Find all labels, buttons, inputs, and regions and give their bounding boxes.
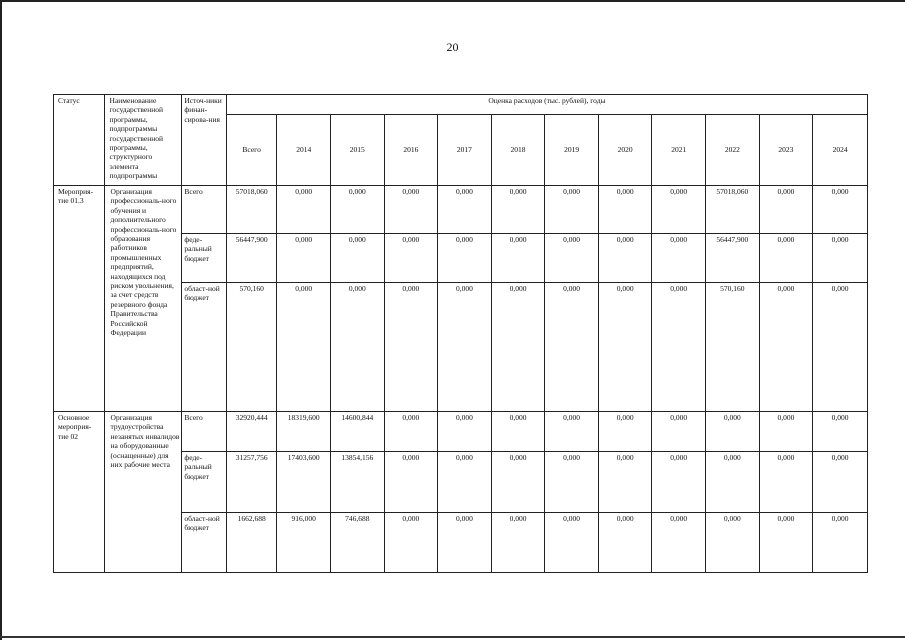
scan-border-left bbox=[0, 0, 2, 640]
cell-year-value: 0,000 bbox=[652, 283, 706, 412]
header-name: Наименование государственной программы, подпрограммы государственной программы, структурного элемента подпрограммы bbox=[104, 95, 182, 186]
header-year: 2018 bbox=[491, 115, 545, 186]
header-year: 2014 bbox=[277, 115, 331, 186]
header-total: Всего bbox=[226, 115, 277, 186]
cell-year-value: 0,000 bbox=[545, 234, 599, 283]
table-row bbox=[54, 412, 868, 452]
header-year: 2021 bbox=[652, 115, 706, 186]
cell-year-value: 0,000 bbox=[491, 234, 545, 283]
cell-total: 31257,756 bbox=[226, 452, 277, 513]
cell-year-value: 0,000 bbox=[813, 234, 868, 283]
header-year: 2020 bbox=[598, 115, 652, 186]
row-source: Всего bbox=[182, 186, 226, 234]
cell-year-value: 0,000 bbox=[652, 452, 706, 513]
row-source: област-ной бюджет bbox=[182, 283, 226, 412]
cell-year-value: 0,000 bbox=[438, 412, 492, 452]
cell-year-value: 0,000 bbox=[545, 283, 599, 412]
cell-year-value: 0,000 bbox=[545, 412, 599, 452]
table-row bbox=[54, 186, 868, 234]
header-year: 2015 bbox=[330, 115, 384, 186]
cell-year-value: 0,000 bbox=[491, 452, 545, 513]
cell-year-value: 18319,600 bbox=[277, 412, 331, 452]
cell-year-value: 0,000 bbox=[598, 234, 652, 283]
cell-year-value: 0,000 bbox=[759, 513, 813, 573]
row-name: Организация профессиональ-ного обучения и дополнительного профессиональ-ного образования работников промышленных предприятий, находящихся под риском увольнения, за счет средств резервного фонда Правительства Российской Федерации bbox=[104, 186, 182, 412]
cell-year-value: 0,000 bbox=[384, 452, 438, 513]
cell-year-value: 0,000 bbox=[813, 412, 868, 452]
cell-year-value: 0,000 bbox=[384, 234, 438, 283]
cell-year-value: 0,000 bbox=[706, 412, 760, 452]
cell-year-value: 0,000 bbox=[384, 513, 438, 573]
cell-year-value: 0,000 bbox=[652, 412, 706, 452]
cell-year-value: 0,000 bbox=[438, 186, 492, 234]
cell-year-value: 56447,900 bbox=[706, 234, 760, 283]
cell-year-value: 0,000 bbox=[598, 452, 652, 513]
cell-year-value: 0,000 bbox=[438, 283, 492, 412]
cell-year-value: 0,000 bbox=[759, 452, 813, 513]
scan-border-bottom bbox=[0, 636, 905, 638]
header-year: 2024 bbox=[813, 115, 868, 186]
cell-year-value: 0,000 bbox=[813, 513, 868, 573]
cell-year-value: 0,000 bbox=[384, 412, 438, 452]
cell-year-value: 0,000 bbox=[598, 186, 652, 234]
row-status: Основное мероприя-тие 02 bbox=[54, 412, 105, 573]
row-source: феде-ральный бюджет bbox=[182, 234, 226, 283]
cell-year-value: 916,000 bbox=[277, 513, 331, 573]
cell-year-value: 0,000 bbox=[384, 283, 438, 412]
cell-year-value: 0,000 bbox=[330, 283, 384, 412]
cell-year-value: 0,000 bbox=[813, 283, 868, 412]
cell-total: 56447,900 bbox=[226, 234, 277, 283]
row-status: Мероприя-тие 01.3 bbox=[54, 186, 105, 412]
header-year: 2017 bbox=[438, 115, 492, 186]
cell-year-value: 0,000 bbox=[652, 186, 706, 234]
cell-year-value: 746,688 bbox=[330, 513, 384, 573]
cell-total: 32920,444 bbox=[226, 412, 277, 452]
cell-year-value: 0,000 bbox=[652, 513, 706, 573]
expenses-table bbox=[53, 94, 868, 573]
cell-year-value: 57018,060 bbox=[706, 186, 760, 234]
cell-year-value: 0,000 bbox=[706, 452, 760, 513]
cell-year-value: 0,000 bbox=[330, 234, 384, 283]
cell-year-value: 0,000 bbox=[491, 412, 545, 452]
page-number: 20 bbox=[446, 40, 459, 54]
header-year: 2016 bbox=[384, 115, 438, 186]
header-source: Источ-ники финан-сирова-ния bbox=[182, 95, 226, 186]
cell-year-value: 0,000 bbox=[545, 452, 599, 513]
cell-year-value: 0,000 bbox=[759, 412, 813, 452]
cell-year-value: 0,000 bbox=[277, 186, 331, 234]
cell-year-value: 0,000 bbox=[277, 234, 331, 283]
cell-year-value: 0,000 bbox=[277, 283, 331, 412]
row-source: феде-ральный бюджет bbox=[182, 452, 226, 513]
cell-year-value: 0,000 bbox=[384, 186, 438, 234]
cell-year-value: 0,000 bbox=[491, 283, 545, 412]
row-source: Всего bbox=[182, 412, 226, 452]
cell-total: 57018,060 bbox=[226, 186, 277, 234]
cell-year-value: 0,000 bbox=[759, 283, 813, 412]
cell-year-value: 0,000 bbox=[545, 513, 599, 573]
header-year: 2019 bbox=[545, 115, 599, 186]
header-status: Статус bbox=[54, 95, 105, 186]
row-name: Организация трудоустройства незанятых инвалидов на оборудованные (оснащенные) для них рабочие места bbox=[104, 412, 182, 573]
cell-year-value: 0,000 bbox=[491, 513, 545, 573]
scan-border-top bbox=[0, 0, 905, 2]
cell-year-value: 0,000 bbox=[545, 186, 599, 234]
header-year: 2022 bbox=[706, 115, 760, 186]
cell-year-value: 13854,156 bbox=[330, 452, 384, 513]
cell-year-value: 0,000 bbox=[598, 283, 652, 412]
cell-year-value: 0,000 bbox=[813, 186, 868, 234]
header-year: 2023 bbox=[759, 115, 813, 186]
cell-year-value: 0,000 bbox=[438, 513, 492, 573]
cell-year-value: 0,000 bbox=[438, 452, 492, 513]
cell-year-value: 17403,600 bbox=[277, 452, 331, 513]
cell-year-value: 570,160 bbox=[706, 283, 760, 412]
cell-year-value: 0,000 bbox=[330, 186, 384, 234]
cell-total: 570,160 bbox=[226, 283, 277, 412]
cell-year-value: 0,000 bbox=[491, 186, 545, 234]
cell-total: 1662,688 bbox=[226, 513, 277, 573]
cell-year-value: 0,000 bbox=[813, 452, 868, 513]
cell-year-value: 0,000 bbox=[652, 234, 706, 283]
cell-year-value: 0,000 bbox=[759, 234, 813, 283]
cell-year-value: 0,000 bbox=[598, 412, 652, 452]
cell-year-value: 0,000 bbox=[759, 186, 813, 234]
cell-year-value: 14600,844 bbox=[330, 412, 384, 452]
row-source: област-ной бюджет bbox=[182, 513, 226, 573]
cell-year-value: 0,000 bbox=[438, 234, 492, 283]
header-estimate: Оценка расходов (тыс. рублей), годы bbox=[226, 95, 867, 115]
cell-year-value: 0,000 bbox=[706, 513, 760, 573]
cell-year-value: 0,000 bbox=[598, 513, 652, 573]
